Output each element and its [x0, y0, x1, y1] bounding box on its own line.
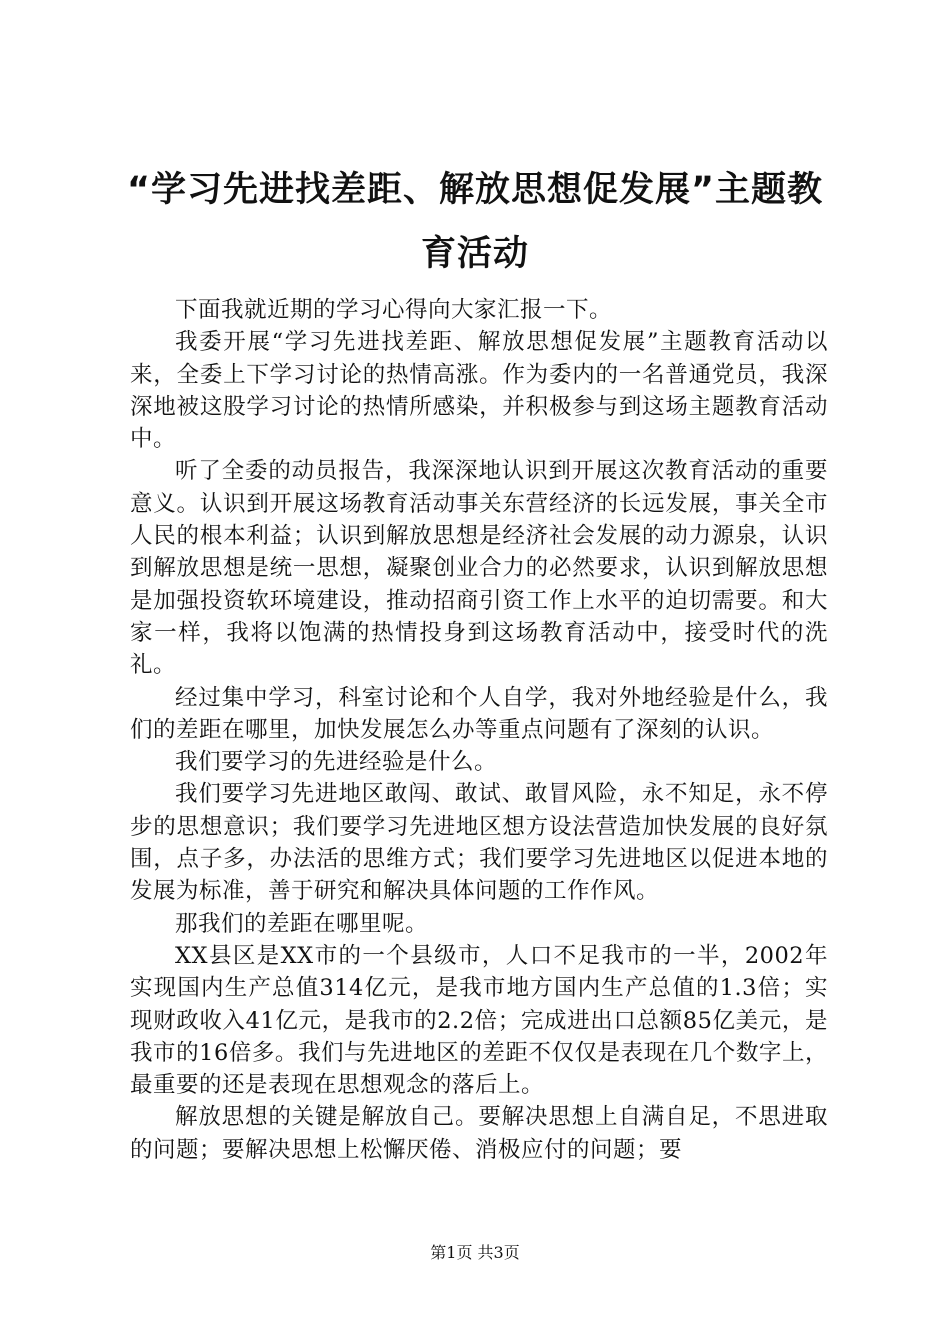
paragraph: 听了全委的动员报告，我深深地认识到开展这次教育活动的重要意义。认识到开展这场教育活动事关东营经济的长远发展，事关全市人民的根本利益；认识到解放思想是经济社会发展的动力源泉，认识到解放思想是统一思想，凝聚创业合力的必然要求，认识到解放思想是加强投资软环境建设，推动招商引资工作上水平的迫切需要。和大家一样，我将以饱满的热情投身到这场教育活动中，接受时代的洗礼。: [130, 458, 828, 679]
paragraph: 我们要学习的先进经验是什么。: [175, 749, 498, 776]
paragraph: 那我们的差距在哪里呢。: [175, 910, 429, 937]
paragraph: 下面我就近期的学习心得向大家汇报一下。: [175, 297, 613, 323]
paragraph: XX县区是XX市的一个县级市，人口不足我市的一半，2002年实现国内生产总值314亿元，是我市地方国内生产总值的1.3倍；实现财政收入41亿元，是我市的2.2倍；完成进出口总额85亿美元，是我市的16倍多。我们与先进地区的差距不仅仅是表现在几个数字上，最重要的还是表现在思想观念的落后上。: [130, 942, 828, 1099]
paragraph: 我们要学习先进地区敢闯、敢试、敢冒风险，永不知足，永不停步的思想意识；我们要学习先进地区想方设法营造加快发展的良好氛围，点子多，办法活的思维方式；我们要学习先进地区以促进本地的发展为标准，善于研究和解决具体问题的工作作风。: [130, 781, 828, 905]
page-number-footer: 第1页 共3页: [430, 1243, 520, 1262]
paragraph: 我委开展“学习先进找差距、解放思想促发展”主题教育活动以来，全委上下学习讨论的热情高涨。作为委内的一名普通党员，我深深地被这股学习讨论的热情所感染，并积极参与到这场主题教育活动中。: [130, 329, 828, 453]
paragraph: 解放思想的关键是解放自己。要解决思想上自满自足，不思进取的问题；要解决思想上松懈厌倦、消极应付的问题；要: [130, 1104, 828, 1163]
paragraph: 经过集中学习，科室讨论和个人自学，我对外地经验是什么，我们的差距在哪里，加快发展怎么办等重点问题有了深刻的认识。: [130, 684, 828, 743]
document-body: [130, 294, 828, 1166]
document-title: “学习先进找差距、解放思想促发展”主题教育活动: [126, 170, 823, 274]
